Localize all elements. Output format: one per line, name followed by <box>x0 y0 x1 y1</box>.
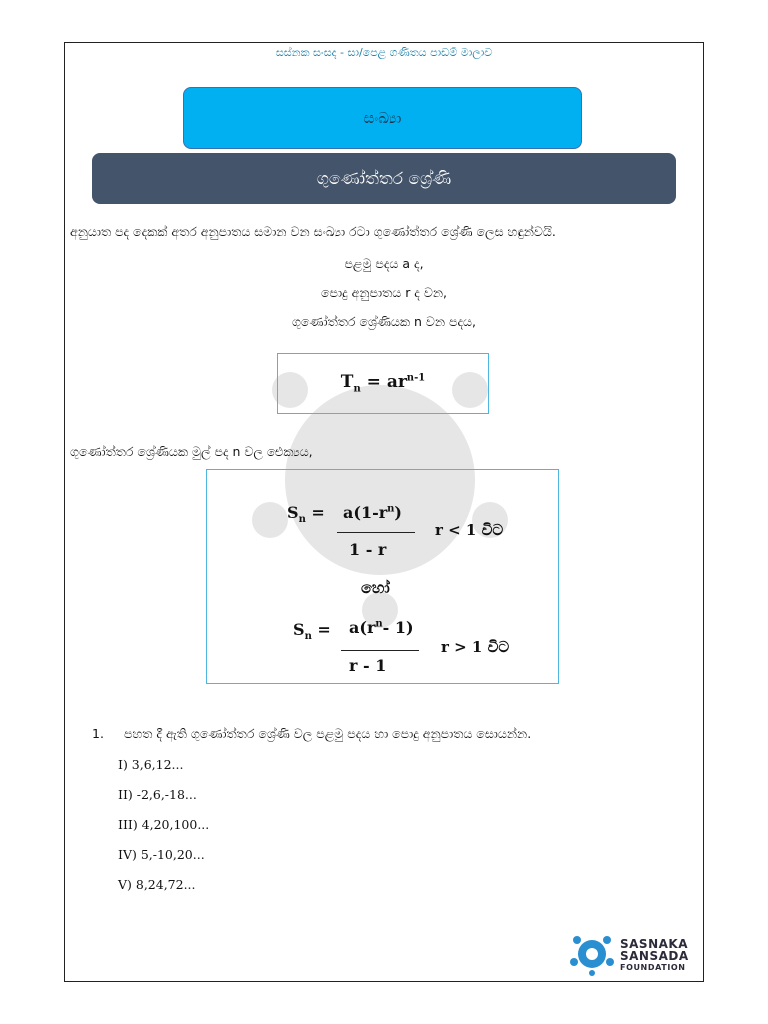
condition-r-greater-1: r > 1 විට <box>441 638 510 656</box>
topic-banner <box>183 87 582 149</box>
fraction-bar-2 <box>341 650 419 651</box>
option-2: II) -2,6,-18... <box>118 787 197 802</box>
sn-lhs-1: $S_n$ = <box>287 503 325 526</box>
sn-lhs-2: $S_n$ = <box>293 620 331 643</box>
sn-denominator-2: r - 1 <box>349 656 387 675</box>
sn-denominator-1: 1 - r <box>349 540 387 559</box>
definition-text: අනුයාත පද දෙකක් අතර අනුපාතය සමාන වන සංඛ්‍යා රටා ගුණෝත්තර ශ්‍රේණි ලෙස හඳුන්වයි. <box>70 224 556 239</box>
question-text: පහත දී ඇති ගුණෝත්තර ශ්‍රේණි වල පළමු පදය හා පොදු අනුපාතය සොයන්න. <box>124 726 532 741</box>
title-label: ගුණෝත්තර ශ්‍රේණි <box>316 168 452 189</box>
common-ratio-text: පොදු අනුපාතය r ද වන, <box>321 285 447 300</box>
sn-numerator-1: $a(1-r^n)$ <box>343 503 402 522</box>
option-1: I) 3,6,12... <box>118 757 184 772</box>
option-5: V) 8,24,72... <box>118 877 196 892</box>
option-3: III) 4,20,100... <box>118 817 210 832</box>
tn-formula: $T_n = ar^{n-1}$ <box>340 372 426 395</box>
nth-term-text: ගුණෝත්තර ශ්‍රේණියක n වන පදය, <box>291 314 476 329</box>
question-number: 1. <box>92 726 104 741</box>
sn-formula-box <box>206 469 559 684</box>
logo-text: SASNAKA SANSADA FOUNDATION <box>620 937 689 972</box>
sn-numerator-2: $a(r^n-$ 1) <box>349 618 414 637</box>
first-term-text: පළමු පදය a ද, <box>344 256 424 271</box>
fraction-bar-1 <box>337 532 415 533</box>
condition-r-less-1: r < 1 විට <box>435 521 504 539</box>
sum-intro-text: ගුණෝත්තර ශ්‍රේණියක මුල් පද n වල ඓක්‍යය, <box>70 444 313 459</box>
topic-label: සංඛ්‍යා <box>363 109 402 127</box>
header-text: සස්නක සංසද - සා/පෙළ ගණිතය පාඩම් මාලාව <box>275 46 493 59</box>
or-text: හෝ <box>361 578 390 597</box>
option-4: IV) 5,-10,20... <box>118 847 205 862</box>
tn-formula-box <box>277 353 489 414</box>
title-banner <box>92 153 676 204</box>
